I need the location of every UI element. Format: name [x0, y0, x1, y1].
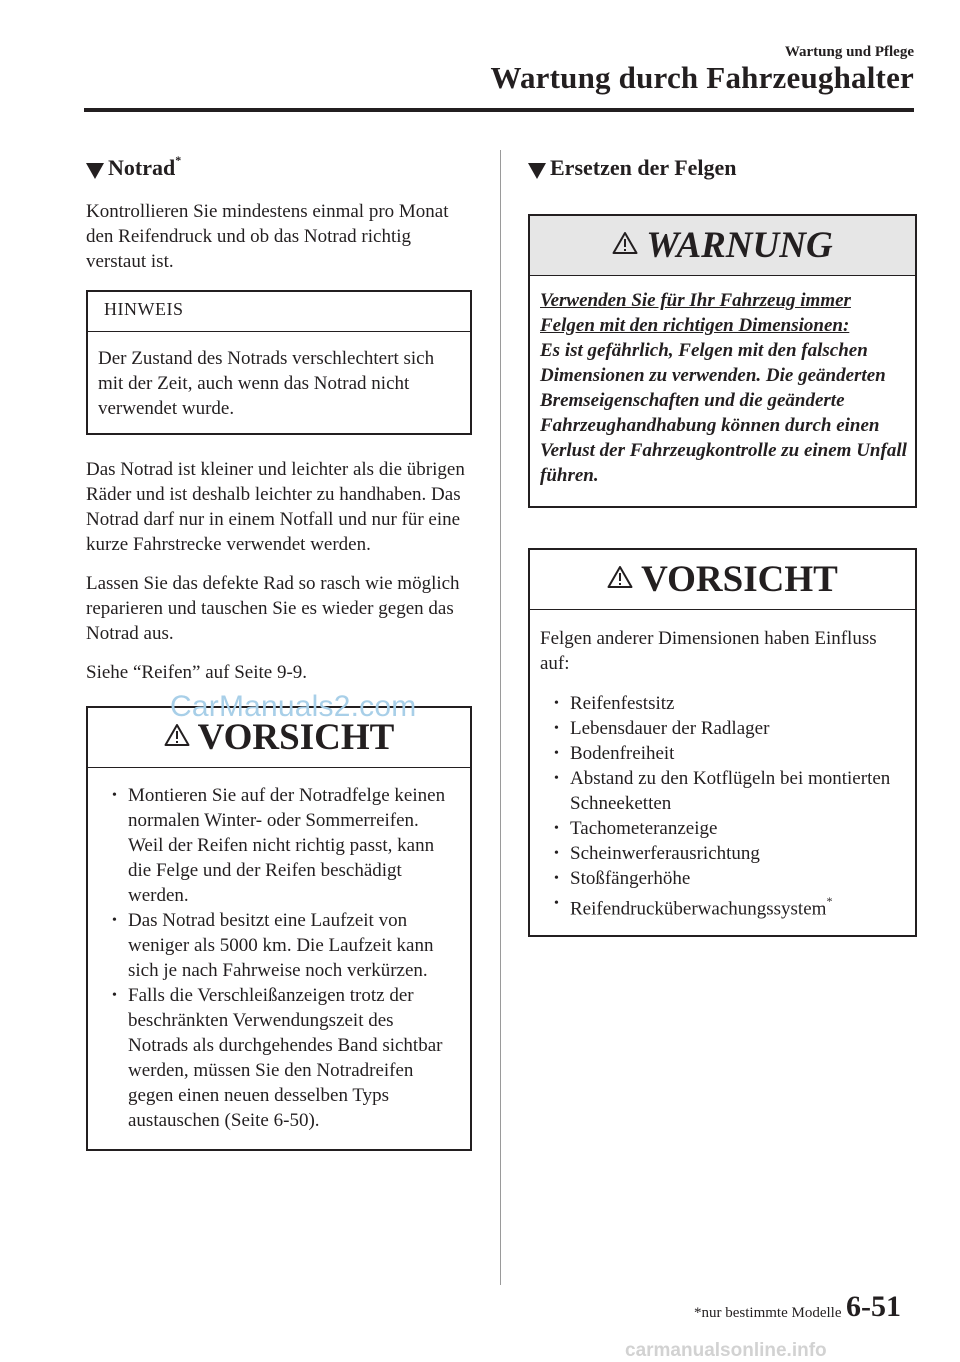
running-header-title: Wartung durch Fahrzeughalter	[490, 60, 914, 95]
header-rule	[84, 108, 914, 112]
triangle-bullet-icon	[528, 163, 546, 179]
page-number: 6-51	[846, 1290, 901, 1323]
footnote-mark: *	[175, 153, 182, 167]
list-item: • Reifenfestsitz	[540, 691, 903, 716]
note-title: HINWEIS	[88, 292, 470, 332]
paragraph-repair: Lassen Sie das defekte Rad so rasch wie möglich reparieren und tauschen Sie es wieder gegen das Notrad aus.	[86, 573, 460, 644]
running-header-section: Wartung und Pflege	[784, 44, 914, 60]
list-item: • Montieren Sie auf der Notradfelge keinen normalen Winter- oder Sommerreifen. Weil der Reifen nicht richtig passt, kann die Felge und der Reifen beschädigt werden.	[98, 783, 458, 908]
list-item: • Bodenfreiheit	[540, 741, 903, 766]
paragraph-notrad-size: Das Notrad ist kleiner und leichter als die übrigen Räder und ist deshalb leichter zu handhaben. Das Notrad darf nur in einem Notfall und nur für eine kurze Fahrstrecke verwendet werden.	[86, 459, 465, 555]
caution-triangle-icon	[164, 723, 190, 752]
column-divider	[500, 150, 501, 1285]
list-item: • Scheinwerferausrichtung	[540, 841, 903, 866]
right-column	[528, 155, 917, 937]
intro-paragraph: Kontrollieren Sie mindestens einmal pro Monat den Reifendruck und ob das Notrad richtig verstaut ist.	[86, 201, 449, 272]
list-item: • Tachometeranzeige	[540, 816, 903, 841]
warning-triangle-icon	[612, 231, 638, 260]
list-item-text: Reifendrucküberwachungssystem	[570, 898, 827, 920]
warning-header	[530, 216, 915, 276]
note-box	[86, 290, 472, 435]
list-item: • Lebensdauer der Radlager	[540, 716, 903, 741]
list-item-with-mark	[540, 891, 903, 921]
section-heading-notrad	[86, 155, 472, 187]
warning-emphasis: Verwenden Sie für Ihr Fahrzeug immer Felgen mit den richtigen Dimensionen:	[540, 290, 851, 336]
caution-body	[88, 768, 470, 1149]
footnote-mark: *	[826, 894, 833, 908]
section-heading-text: Notrad	[108, 155, 176, 180]
list-item: • Abstand zu den Kotflügeln bei montierten Schneeketten	[540, 766, 903, 816]
caution-triangle-icon	[607, 565, 633, 594]
caution-body	[530, 610, 915, 935]
watermark-carmanualsonline: carmanualsonline.info	[625, 1340, 827, 1361]
section-heading-text: Ersetzen der Felgen	[550, 155, 737, 180]
warning-text: Es ist gefährlich, Felgen mit den falschen Dimensionen zu verwenden. Die geänderten Bremseigenschaften und die geänderte Fahrzeughandhabung können durch einen Verlust der Fahrzeugkontrolle zu einem Unfall führen.	[540, 340, 907, 486]
caution-title: VORSICHT	[197, 717, 395, 758]
caution-header	[530, 550, 915, 610]
caution-title: VORSICHT	[641, 559, 838, 600]
warning-title: WARNUNG	[646, 225, 833, 266]
triangle-bullet-icon	[86, 163, 104, 179]
left-column	[86, 155, 472, 1151]
caution-intro: Felgen anderer Dimensionen haben Einfluss auf:	[540, 628, 877, 674]
section-heading-felgen	[528, 155, 917, 187]
watermark-carmanuals2: CarManuals2.com	[170, 690, 417, 723]
footer-note: *nur bestimmte Modelle	[694, 1305, 842, 1321]
paragraph-reference: Siehe “Reifen” auf Seite 9-9.	[86, 662, 308, 683]
note-body: Der Zustand des Notrads verschlechtert sich mit der Zeit, auch wenn das Notrad nicht verwendet wurde.	[98, 348, 435, 419]
list-item: • Falls die Verschleißanzeigen trotz der beschränkten Verwendungszeit des Notrads als durchgehendes Band sichtbar werden, müssen Sie den Notradreifen gegen einen neuen desselben Typs austauschen (Seite 6-50).	[98, 983, 458, 1133]
caution-box-right	[528, 548, 917, 937]
warning-body	[530, 276, 915, 506]
caution-box-left	[86, 706, 472, 1151]
warning-box	[528, 214, 917, 508]
list-item: • Das Notrad besitzt eine Laufzeit von weniger als 5000 km. Die Laufzeit kann sich je nach Fahrweise noch verkürzen.	[98, 908, 458, 983]
list-item: • Stoßfängerhöhe	[540, 866, 903, 891]
